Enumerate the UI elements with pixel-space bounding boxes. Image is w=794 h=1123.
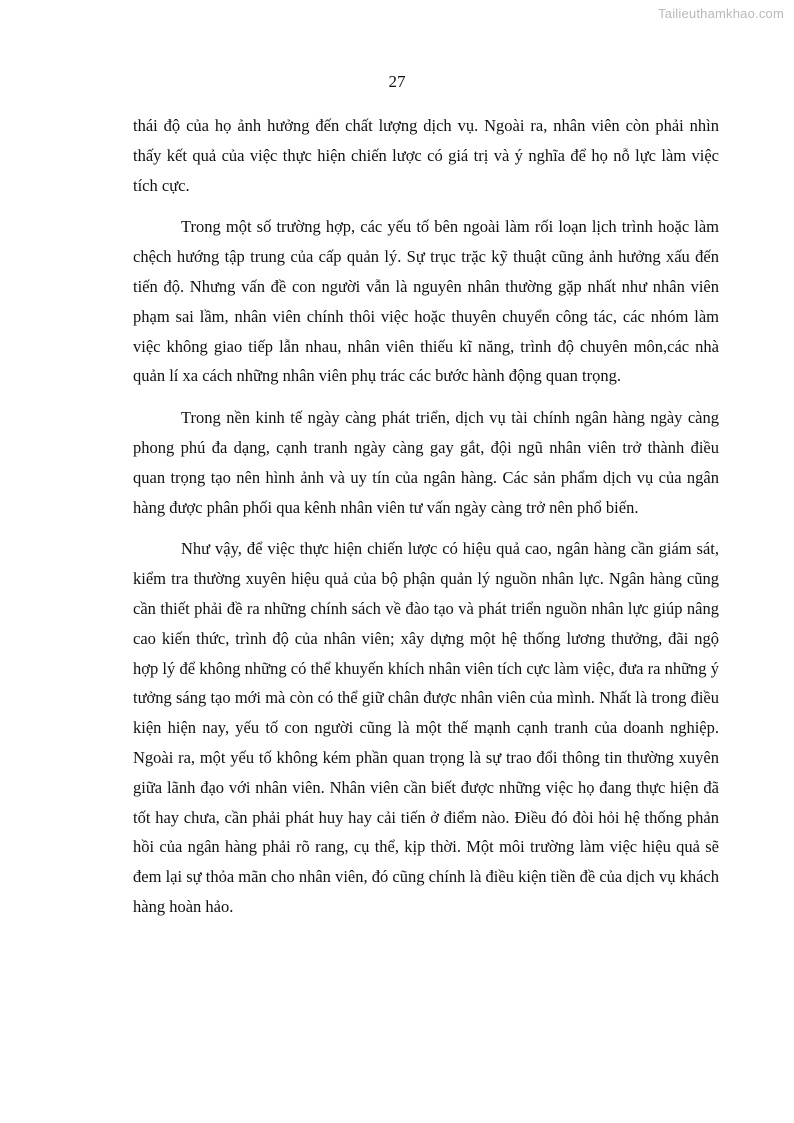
paragraph-continuation: thái độ của họ ảnh hưởng đến chất lượng dịch vụ. Ngoài ra, nhân viên còn phải nhìn thấy kết quả của việc thực hiện chiến lược có giá trị và ý nghĩa để họ nỗ lực làm việc tích cực.: [133, 116, 719, 195]
watermark: Tailieuthamkhao.com: [658, 6, 784, 21]
paragraph-banking-services: Trong nền kinh tế ngày càng phát triển, dịch vụ tài chính ngân hàng ngày càng phong phú đa dạng, cạnh tranh ngày càng gay gắt, đội ngũ nhân viên trở thành điều quan trọng tạo nên hình ảnh và uy tín của ngân hàng. Các sản phẩm dịch vụ của ngân hàng được phân phối qua kênh nhân viên tư vấn ngày càng trở nên phổ biến.: [133, 408, 719, 517]
paragraph-conclusion: Như vậy, để việc thực hiện chiến lược có hiệu quả cao, ngân hàng cần giám sát, kiểm tra thường xuyên hiệu quả của bộ phận quản lý nguồn nhân lực. Ngân hàng cũng cần thiết phải đề ra những chính sách về đào tạo và phát triển nguồn nhân lực giúp nâng cao kiến thức, trình độ của nhân viên; xây dựng một hệ thống lương thưởng, đãi ngộ hợp lý để không những có thể khuyến khích nhân viên tích cực làm việc, đưa ra những ý tưởng sáng tạo mới mà còn có thể giữ chân được nhân viên của mình. Nhất là trong điều kiện hiện nay, yếu tố con người cũng là một thế mạnh cạnh tranh của doanh nghiệp. Ngoài ra, một yếu tố không kém phần quan trọng là sự trao đổi thông tin thường xuyên giữa lãnh đạo với nhân viên. Nhân viên cần biết được những việc họ đang thực hiện đã tốt hay chưa, cần phải phát huy hay cải tiến ở điểm nào. Điều đó đòi hỏi hệ thống phản hồi của ngân hàng phải rõ rang, cụ thể, kịp thời. Một môi trường làm việc hiệu quả sẽ đem lại sự thỏa mãn cho nhân viên, đó cũng chính là điều kiện tiền đề của dịch vụ khách hàng hoàn hảo.: [133, 539, 719, 916]
page-number: 27: [388, 72, 406, 91]
document-body: [133, 111, 719, 922]
paragraph-external-factors: Trong một số trường hợp, các yếu tố bên ngoài làm rối loạn lịch trình hoặc làm chệch hướng tập trung của cấp quản lý. Sự trục trặc kỹ thuật cũng ảnh hưởng xấu đến tiến độ. Nhưng vấn đề con người vẫn là nguyên nhân thường gặp nhất như nhân viên phạm sai lầm, nhân viên chính thôi việc hoặc thuyên chuyển công tác, các nhóm làm việc không giao tiếp lẫn nhau, nhân viên thiếu kĩ năng, trình độ chuyên môn,các nhà quản lí xa cách những nhân viên phụ trác các bước hành động quan trọng.: [133, 217, 719, 386]
